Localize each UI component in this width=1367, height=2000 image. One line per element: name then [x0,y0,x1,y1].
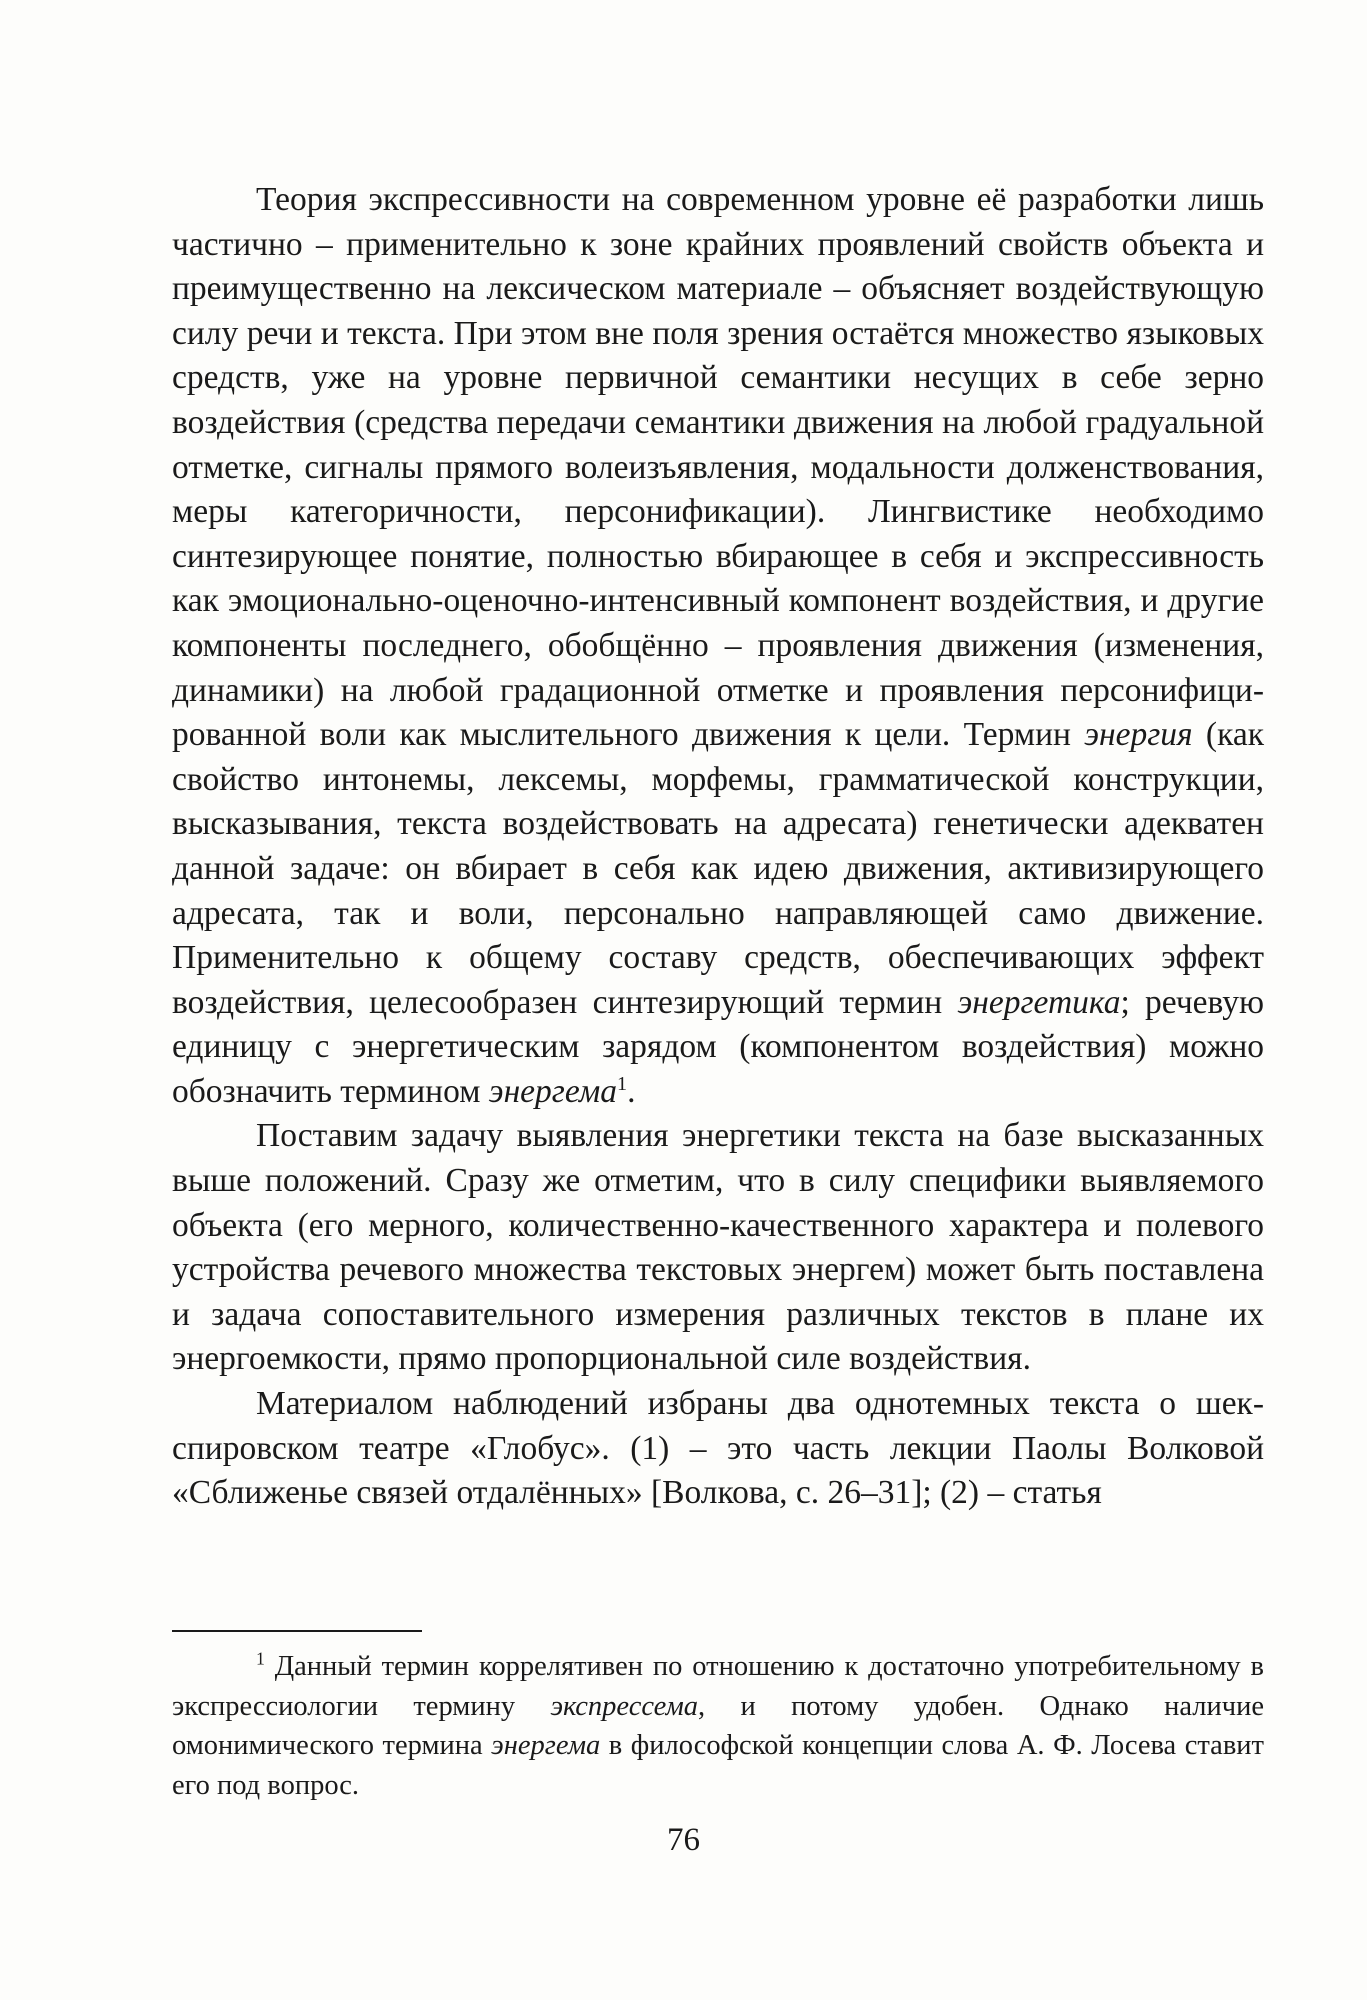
footnote-number: 1 [256,1648,265,1669]
page-number: 76 [667,1822,700,1858]
text-run: Поставим задачу выявления энергетики текста на базе высказанных выше положений. Сразу же отметим, что в силу специфики выявляемого объекта (его мерного, количественно-качественного характера и полевого устройства речевого множества текстовых энергем) может быть поставлена и задача сопоставительного измерения различных текстов в плане их энергоемкости, прямо пропорциональной силе воздействия. [172,1117,1264,1378]
footnote-marker[interactable]: 1 [617,1072,628,1095]
text-run: (как свойство интонемы, лексемы, морфемы, грамматической конструкции, высказывания, текста воздействовать на адресата) генетически адекватен данной задаче: он вбирает в себя как идею движения, активизирующего адресата, так и воли, персонально направляющей само движение. Применительно к общему составу средств, обеспечивающих эффект воздействия, целесообразен синтезирующий термин [172,716,1264,1021]
italic-term: энергия [1084,716,1193,754]
text-run: . [627,1072,636,1110]
text-run: Материалом наблюдений избраны два однотемных текста о шекспировском театре «Глобус». (1) – это часть лекции Паолы Волковой «Сближенье связей отдалённых» [Волкова, с. 26–31]; (2) – статья [172,1385,1264,1512]
footnote [172,1647,1264,1805]
italic-term: энергетика [957,983,1121,1021]
italic-term: энергема [488,1072,618,1110]
footnote-separator [172,1630,422,1632]
text-run: в философской концепции слова А. Ф. Лосева ставит его под вопрос. [172,1730,1264,1801]
italic-term: энергема [491,1730,601,1761]
italic-term: экспрессема [550,1690,699,1722]
paragraph [172,1114,1264,1382]
text-run: , и потому удобен. Однако наличие омонимического термина [172,1690,1264,1761]
paragraph [172,178,1264,1114]
main-text [172,178,1264,1516]
footnote-text [172,1647,1264,1805]
text-run: ; речевую единицу с энергетическим зарядом (компонентом воздействия) можно обозначить термином [172,983,1264,1110]
text-run: Данный термин коррелятивен по отношению к достаточно употребительному в экспрессиологии термину [172,1651,1264,1722]
text-run: Теория экспрессивности на современном уровне её разработки лишь частично – применительно к зоне крайних проявлений свойств объекта и преимущественно на лексическом материале – объясняет воздействующую силу речи и текста. При этом вне поля зрения остаётся множество языковых средств, уже на уровне первичной семантики несущих в себе зерно воздействия (средства передачи семантики движения на любой градуальной отметке, сигналы прямого волеизъявления, модальности долженствования, меры категоричности, персонификации). Лингвистике необходимо синтезирующее понятие, полностью вбирающее в себя и экспрессивность как эмоционально-оценочно-интенсивный компонент воздействия, и другие компоненты последнего, обобщённо – проявления движения (изменения, динамики) на любой градационной отметке и проявления персонифицированной воли как мыслительного движения к цели. Термин [172,181,1264,754]
paragraph [172,1382,1264,1516]
